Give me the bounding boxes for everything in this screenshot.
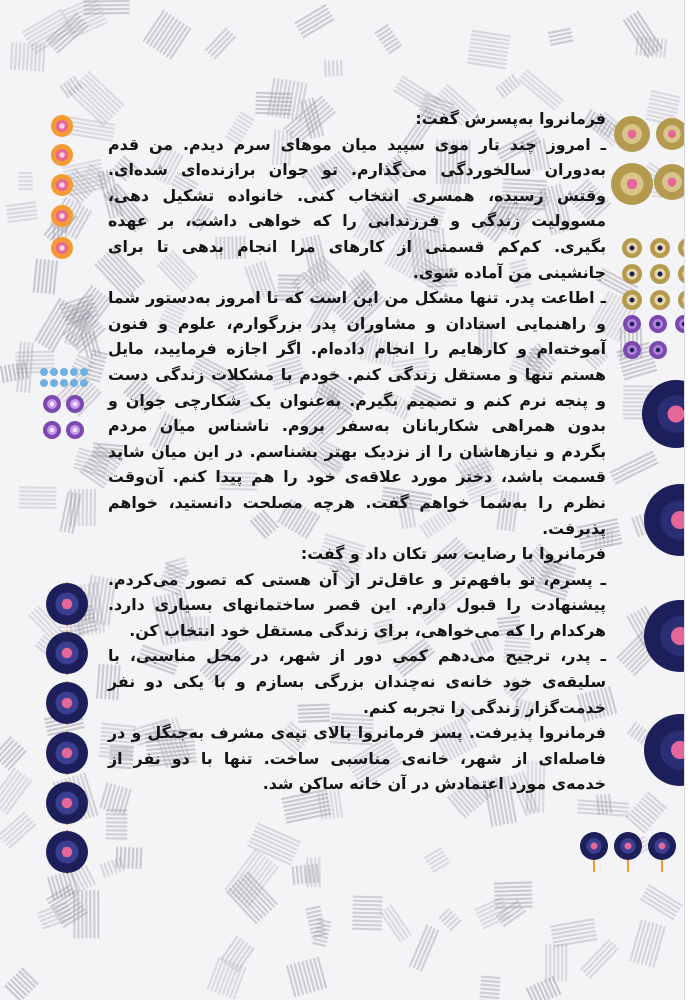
navy-dot [580, 832, 608, 860]
page-edge [684, 0, 695, 1000]
scribble-stroke [549, 29, 572, 45]
scribble-stroke [519, 70, 562, 109]
scribble-stroke [376, 25, 401, 53]
scribble-stroke [86, 351, 107, 382]
paragraph: ـ امروز چند تار موی سپید میان موهای سرم دیدم. من قدم به‌دوران سالخوردگی می‌گذارم. تو جوان برازنده‌ای شده‌ای. وقتش رسیده، همسری انتخاب کنی. خانواده تشکیل دهی، مسوولیت زندگی و فرزندانی را که خواهی داشت، بر عهده بگیری. کم‌کم قسمتی از کارهای مرا انجام بدهی تا برای جانشینی من آماده شوی. [108, 134, 606, 282]
paragraph: ـ اطاعت پدر. تنها مشکل من این است که تا امروز به‌دستور شما و راهنمایی استادان و مشاوران پدر بزرگوارم، علوم و فنون آموخته‌ام و کارهایم را انجام داده‌ام. اگر اجازه فرمایید، مایل هستم تنها و مستقل زندگی کنم. خودم با مشکلات زندگی دست و پنجه نرم کنم و تصمیم بگیرم. به‌عنوان یک شکارچی جوان و بدون همراهی شکاربانان به‌سفر بروم. ناشناس میان مردم بگردم و نیازهاشان را از نزدیک بهتر بشناسم. در این میان شاید قسمت باشد، دختر مورد علاقه‌ی خود را هم پیدا کنم. آن‌وقت نظرم را به‌شما خواهم گفت. هرچه مصلحت دانستید، خواهم پذیرفت. [108, 288, 606, 538]
scribble-stroke [581, 940, 618, 977]
paragraph: ـ پسرم، تو بافهم‌تر و عاقل‌تر از آن هستی که تصور می‌کردم. پیشنهادت را قبول دارم. این قصر ساختمانهای بسیاری دارد. هرکدام را که می‌خواهی، برای زندگی مستقل خود انتخاب کن. [108, 569, 606, 640]
scribble-stroke [107, 810, 127, 838]
purple-dot [649, 341, 667, 359]
scribble-stroke [546, 945, 566, 981]
orange-dot [51, 144, 73, 166]
scribble-stroke [0, 738, 26, 770]
scribble-stroke [0, 813, 35, 848]
blue-dot [70, 368, 78, 376]
orange-dot [51, 237, 73, 259]
gold-dot [650, 238, 670, 258]
gold-dot [650, 290, 670, 310]
scribble-stroke [221, 937, 254, 972]
scribble-stroke [410, 926, 438, 971]
scribble-stroke [527, 977, 560, 1000]
scribble-stroke [71, 490, 95, 526]
scribble-stroke [325, 61, 342, 76]
paragraph: ـ پدر، ترجیح می‌دهم کمی دور از شهر، در محل مناسبی، با سلیقه‌ی خود خانه‌ی نه‌چندان بزرگی بسازم و با یکی دو نفر خدمت‌گزار زندگی را تجربه کنم. [108, 646, 606, 717]
blue-dot [80, 368, 88, 376]
blue-dot [70, 379, 78, 387]
purple-dot [66, 395, 84, 413]
blue-dot [50, 368, 58, 376]
scribble-stroke [381, 905, 411, 941]
navy-dot [46, 682, 88, 724]
scribble-stroke [19, 173, 32, 189]
scribble-stroke [551, 919, 596, 946]
scribble-stroke [468, 31, 510, 68]
blue-dot [40, 368, 48, 376]
navy-dot [46, 831, 88, 873]
scribble-stroke [287, 958, 326, 996]
scribble-stroke [206, 29, 235, 59]
scribble-stroke [6, 969, 38, 1000]
scribble-stroke [353, 897, 382, 930]
gold-dot [622, 290, 642, 310]
purple-dot [623, 315, 641, 333]
scribble-stroke [296, 5, 334, 37]
paragraph: فرمانروا به‌پسرش گفت: [415, 109, 606, 128]
gold-dot [611, 163, 653, 205]
gold-dot [650, 264, 670, 284]
scribble-stroke [611, 452, 658, 483]
orange-dot [51, 115, 73, 137]
scribble-stroke [20, 487, 56, 507]
gold-dot [622, 264, 642, 284]
scribble-stroke [7, 202, 38, 222]
blue-dot [80, 379, 88, 387]
scribble-stroke [0, 769, 31, 814]
blue-dot [50, 379, 58, 387]
scribble-stroke [440, 909, 461, 930]
paragraph: فرمانروا پذیرفت. پسر فرمانروا بالای تپه‌ی مشرف به‌جنگل و در فاصله‌ای از شهر، خانه‌ی مناسبی ساخت. تنها با دو نفر از خدمه‌ی مورد اعتمادش در آن خانه ساکن شد. [108, 723, 606, 794]
gold-dot [614, 116, 650, 152]
story-text [108, 106, 606, 797]
scribble-stroke [425, 848, 449, 871]
blue-dot [40, 379, 48, 387]
navy-dot [648, 832, 676, 860]
gold-dot [622, 238, 642, 258]
navy-dot [46, 583, 88, 625]
orange-dot [51, 174, 73, 196]
navy-dot [46, 632, 88, 674]
scribble-stroke [248, 824, 300, 865]
navy-dot [614, 832, 642, 860]
purple-dot [623, 341, 641, 359]
purple-dot [43, 395, 61, 413]
scribble-stroke [624, 12, 661, 57]
orange-dot [51, 205, 73, 227]
scribble-stroke [480, 977, 500, 1000]
navy-dot [46, 782, 88, 824]
navy-dot [46, 732, 88, 774]
scribble-stroke [497, 75, 520, 97]
paragraph: فرمانروا با رضایت سر تکان داد و گفت: [300, 544, 606, 564]
purple-dot [43, 421, 61, 439]
scribble-stroke [144, 11, 191, 59]
blue-dot [60, 379, 68, 387]
scribble-stroke [630, 921, 664, 967]
purple-dot [649, 315, 667, 333]
scribble-stroke [34, 260, 57, 294]
scribble-stroke [627, 793, 666, 833]
scribble-stroke [11, 43, 44, 71]
purple-dot [66, 421, 84, 439]
scribble-stroke [497, 901, 525, 926]
blue-dot [60, 368, 68, 376]
scribble-stroke [641, 886, 681, 919]
